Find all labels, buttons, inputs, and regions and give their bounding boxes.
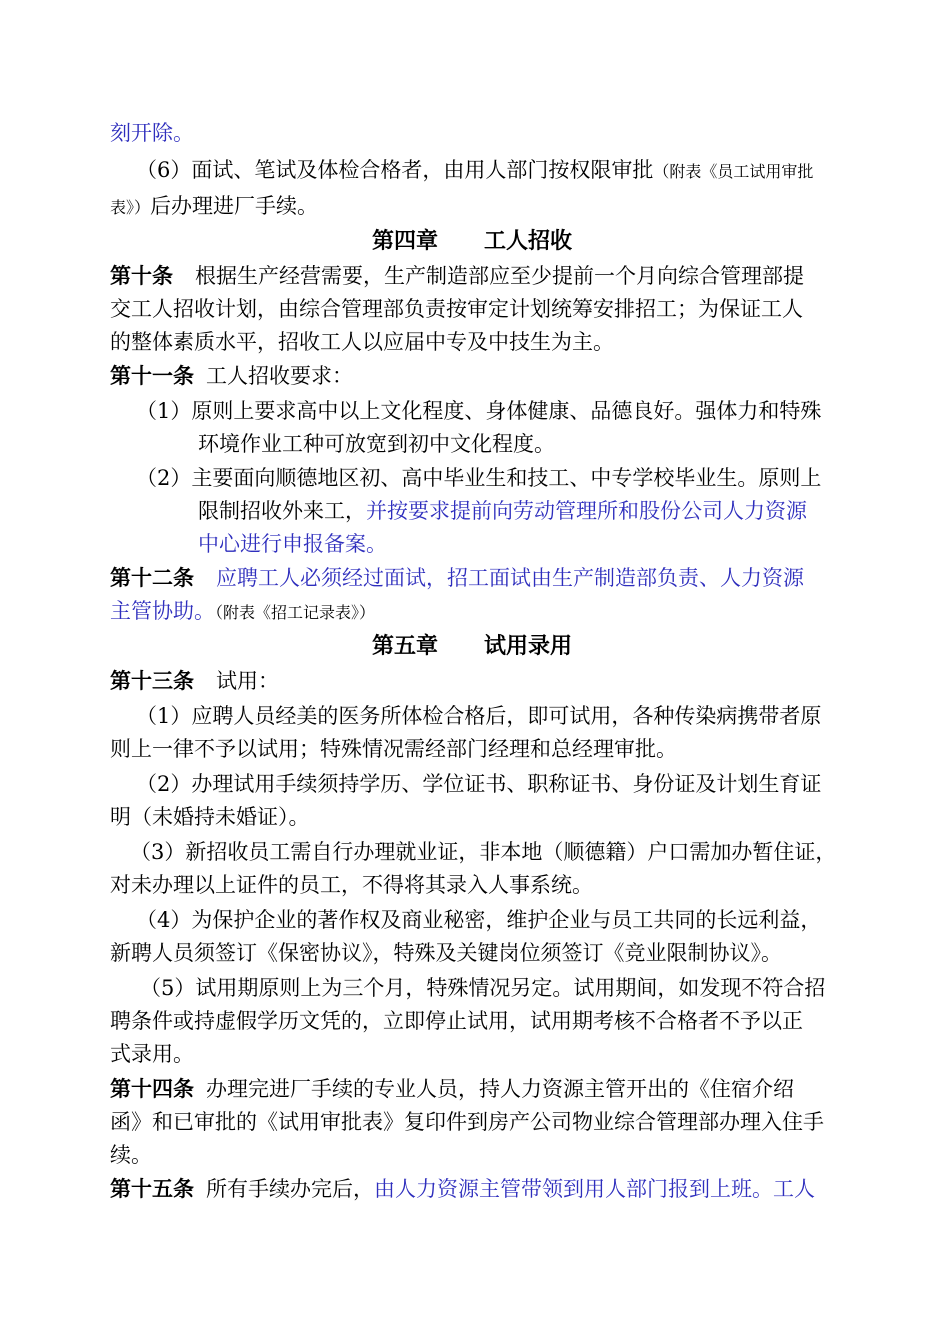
text-span: 试用：	[216, 669, 279, 693]
text-line: （4）为保护企业的著作权及商业秘密，维护企业与员工共同的长远利益，	[136, 908, 822, 932]
article-label: 第十五条	[110, 1176, 194, 1201]
text-line	[198, 497, 807, 525]
article-label: 第十二条	[110, 565, 194, 590]
highlight-text: 由人力资源主管带领到用人部门报到上班。	[374, 1177, 773, 1201]
chapter-number: 第五章	[372, 633, 439, 659]
chapter-number: 第四章	[372, 228, 439, 254]
text-line: 聘条件或持虚假学历文凭的，立即停止试用，试用期考核不合格者不予以正	[110, 1009, 803, 1033]
text-line: 续。	[110, 1143, 152, 1167]
article-label: 第十一条	[110, 363, 194, 388]
text-span: 后办理进厂手续。	[150, 194, 319, 218]
chapter-title: 工人招收	[484, 228, 573, 254]
text-span: 工人招收要求：	[206, 364, 353, 388]
text-span: 限制招收外来工，	[198, 499, 366, 523]
text-line	[110, 1075, 794, 1103]
highlight-text: 工人	[773, 1177, 815, 1201]
text-line: 环境作业工种可放宽到初中文化程度。	[198, 432, 555, 456]
chapter-title: 试用录用	[484, 633, 573, 659]
annex-note: （附表《员工试用审批	[653, 162, 814, 181]
text-line: 中心进行申报备案。	[198, 532, 387, 556]
text-line	[110, 262, 804, 290]
text-line	[110, 597, 375, 627]
chapter-heading	[372, 227, 572, 255]
article-label: 第十四条	[110, 1076, 194, 1101]
text-line: 交工人招收计划，由综合管理部负责按审定计划统筹安排招工；为保证工人	[110, 297, 803, 321]
highlight-text: 应聘工人必须经过面试，招工面试由生产制造部负责、人力资源	[216, 566, 804, 590]
text-line: 的整体素质水平，招收工人以应届中专及中技生为主。	[110, 330, 614, 354]
text-line: （2）主要面向顺德地区初、高中毕业生和技工、中专学校毕业生。原则上	[136, 466, 822, 490]
chapter-heading	[372, 632, 572, 660]
text-line: （3）新招收员工需自行办理就业证，非本地（顺德籍）户口需加办暂住证，	[130, 840, 837, 864]
annex-note: （附表《招工记录表》）	[215, 603, 376, 622]
text-span: 办理完进厂手续的专业人员，持人力资源主管开出的《住宿介绍	[206, 1077, 794, 1101]
text-line	[110, 1175, 815, 1203]
text-span: 根据生产经营需要，生产制造部应至少提前一个月向综合管理部提	[195, 264, 804, 288]
text-line: 明（未婚持未婚证）。	[110, 805, 310, 829]
text-line: 刻开除。	[110, 121, 194, 145]
text-line: （2）办理试用手续须持学历、学位证书、职称证书、身份证及计划生育证	[136, 772, 822, 796]
text-line: （1）原则上要求高中以上文化程度、身体健康、品德良好。强体力和特殊	[136, 399, 822, 423]
highlight-text: 主管协助。	[110, 599, 215, 623]
text-line: 新聘人员须签订《保密协议》，特殊及关键岗位须签订《竞业限制协议》。	[110, 941, 782, 965]
text-line: 则上一律不予以试用；特殊情况需经部门经理和总经理审批。	[110, 737, 677, 761]
text-line: （1）应聘人员经美的医务所体检合格后，即可试用，各种传染病携带者原	[136, 704, 822, 728]
text-line	[110, 564, 804, 592]
text-span: 所有手续办完后，	[206, 1177, 374, 1201]
text-line: 函》和已审批的《试用审批表》复印件到房产公司物业综合管理部办理入住手	[110, 1110, 824, 1134]
annex-note: 表》）	[110, 198, 151, 217]
text-line: 式录用。	[110, 1042, 194, 1066]
highlight-text: 并按要求提前向劳动管理所和股份公司人力资源	[366, 499, 807, 523]
text-line	[110, 362, 353, 390]
text-line	[136, 156, 813, 186]
text-line	[110, 667, 279, 695]
article-label: 第十条	[110, 263, 173, 288]
text-span: （6）面试、笔试及体检合格者，由用人部门按权限审批	[136, 158, 654, 182]
article-label: 第十三条	[110, 668, 194, 693]
text-line	[110, 192, 318, 222]
text-line: （5）试用期原则上为三个月，特殊情况另定。试用期间，如发现不符合招	[140, 976, 826, 1000]
text-line: 对未办理以上证件的员工，不得将其录入人事系统。	[110, 873, 593, 897]
